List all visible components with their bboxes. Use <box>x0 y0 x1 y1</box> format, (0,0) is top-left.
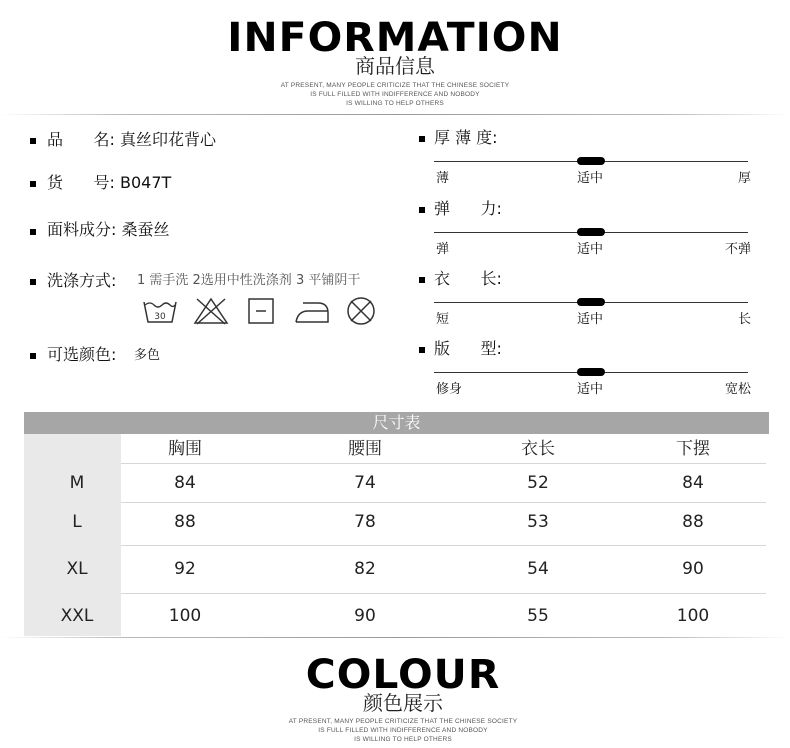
scale-knob <box>577 298 605 306</box>
wash-note: 1 需手洗 2选用中性洗涤剂 3 平铺阴干 <box>137 273 361 288</box>
scale-title: 弹 力: <box>434 199 502 218</box>
size-table-cell: 74 <box>354 473 376 493</box>
product-fabric: 面料成分: 桑蚕丝 <box>47 220 170 239</box>
size-table-header: 胸围 <box>168 439 202 459</box>
color-label: 可选颜色: <box>47 345 117 364</box>
scale-label-left: 薄 <box>436 171 450 186</box>
bullet-icon <box>419 136 425 142</box>
scale-title: 版 型: <box>434 339 502 358</box>
scale-title: 厚 薄 度: <box>434 128 498 147</box>
scale-label-right: 宽松 <box>724 382 751 397</box>
size-table-header: 下摆 <box>676 439 710 459</box>
color-value: 多色 <box>134 348 161 363</box>
do-not-dry-clean-icon <box>345 295 377 327</box>
hand-wash-30-icon <box>142 296 178 326</box>
size-table-header: 衣长 <box>521 439 555 459</box>
size-table-cell: 54 <box>527 559 549 579</box>
do-not-bleach-icon <box>192 296 230 326</box>
scale-label-left: 弹 <box>436 242 450 257</box>
size-table-cell: 90 <box>354 606 376 626</box>
product-code: 货 号: B047T <box>47 173 172 192</box>
size-table-cell: 100 <box>168 606 202 626</box>
size-label: L <box>72 512 82 532</box>
size-table-cell: 84 <box>682 473 704 493</box>
information-subtitle: 商品信息 <box>355 54 435 78</box>
bullet-icon <box>30 229 36 235</box>
header-divider <box>0 114 790 115</box>
scale-label-mid: 适中 <box>577 171 604 186</box>
bullet-icon <box>419 347 425 353</box>
scale-knob <box>577 157 605 165</box>
scale-knob <box>577 368 605 376</box>
tumble-dry-icon <box>246 296 276 326</box>
scale-label-left: 修身 <box>436 382 463 397</box>
tagline-line: IS FULL FILLED WITH INDIFFERENCE AND NOBODY <box>310 91 480 98</box>
size-table-cell: 100 <box>676 606 710 626</box>
size-label: M <box>69 473 85 493</box>
row-divider <box>121 593 766 594</box>
row-divider <box>121 545 766 546</box>
size-label: XXL <box>60 606 94 626</box>
bullet-icon <box>30 181 36 187</box>
size-table-cell: 78 <box>354 512 376 532</box>
size-table-cell: 88 <box>174 512 196 532</box>
scale-label-mid: 适中 <box>577 382 604 397</box>
scale-label-left: 短 <box>436 312 450 327</box>
size-table-cell: 82 <box>354 559 376 579</box>
tagline-line: AT PRESENT, MANY PEOPLE CRITICIZE THAT THE CHINESE SOCIETY <box>280 82 510 89</box>
size-table-cell: 52 <box>527 473 549 493</box>
tagline-line: IS FULL FILLED WITH INDIFFERENCE AND NOBODY <box>318 727 488 734</box>
iron-icon <box>293 298 331 326</box>
size-table-cell: 88 <box>682 512 704 532</box>
bullet-icon <box>419 207 425 213</box>
scale-label-mid: 适中 <box>577 242 604 257</box>
information-title: INFORMATION <box>227 15 563 61</box>
row-divider <box>121 502 766 503</box>
scale-label-right: 不弹 <box>724 242 751 257</box>
size-table-cell: 90 <box>682 559 704 579</box>
tagline-line: IS WILLING TO HELP OTHERS <box>354 736 452 743</box>
row-divider <box>121 463 766 464</box>
scale-label-right: 长 <box>737 312 751 327</box>
size-table-title: 尺寸表 <box>24 412 769 434</box>
colour-tagline <box>8 717 790 744</box>
footer-divider <box>0 637 790 638</box>
scale-label-right: 厚 <box>737 171 751 186</box>
tagline-line: AT PRESENT, MANY PEOPLE CRITICIZE THAT THE CHINESE SOCIETY <box>288 718 518 725</box>
colour-subtitle: 颜色展示 <box>363 691 443 715</box>
product-name: 品 名: 真丝印花背心 <box>47 130 216 149</box>
colour-title: COLOUR <box>305 652 501 698</box>
size-table-cell: 92 <box>174 559 196 579</box>
tagline-line: IS WILLING TO HELP OTHERS <box>346 100 444 107</box>
scale-label-mid: 适中 <box>577 312 604 327</box>
size-table-cell: 84 <box>174 473 196 493</box>
bullet-icon <box>30 353 36 359</box>
bullet-icon <box>419 277 425 283</box>
wash-temperature: 30 <box>154 312 166 322</box>
bullet-icon <box>30 138 36 144</box>
scale-title: 衣 长: <box>434 269 502 288</box>
size-table-header: 腰围 <box>348 439 382 459</box>
wash-label: 洗涤方式: <box>47 271 117 290</box>
information-tagline <box>0 81 790 108</box>
size-label: XL <box>66 559 88 579</box>
bullet-icon <box>30 279 36 285</box>
size-table-cell: 55 <box>527 606 549 626</box>
size-table-cell: 53 <box>527 512 549 532</box>
scale-knob <box>577 228 605 236</box>
